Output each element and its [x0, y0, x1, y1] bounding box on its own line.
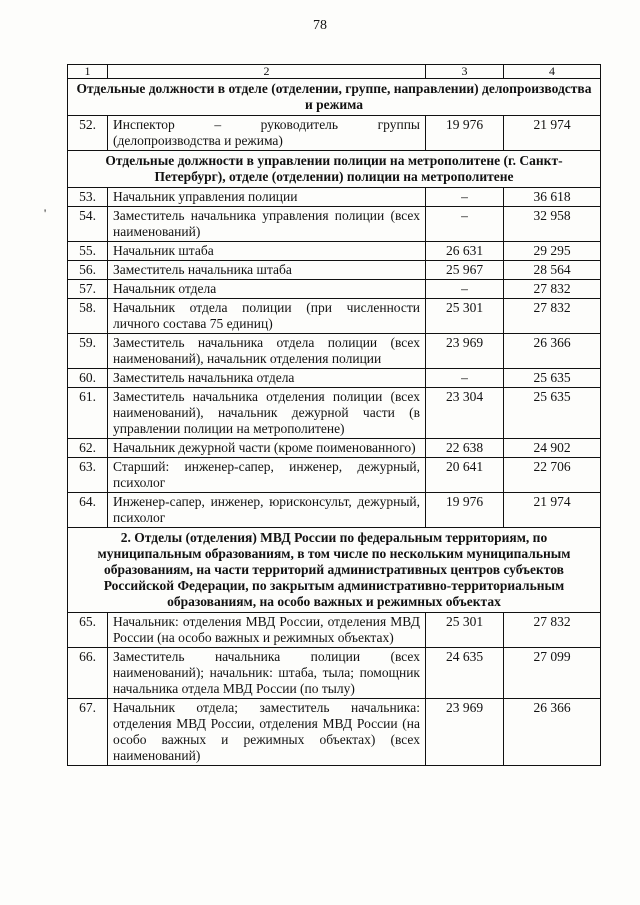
salary-table — [67, 64, 601, 766]
position-name: Старший: инженер-сапер, инженер, дежурный, психолог — [108, 458, 426, 493]
section-title: 2. Отделы (отделения) МВД России по федеральным территориям, по муниципальным образованиям, в том числе по нескольким муниципальным образованиям, на части территорий административных центров субъектов Российской Федерации, по закрытым административно-территориальным образованиям, на особо важных и режимных объектах — [68, 528, 601, 613]
salary-col3: 19 976 — [426, 116, 504, 151]
position-name: Заместитель начальника отдела — [108, 369, 426, 388]
position-name: Заместитель начальника штаба — [108, 261, 426, 280]
section-header-row — [68, 528, 601, 613]
salary-col3: 23 304 — [426, 388, 504, 439]
salary-col4: 27 099 — [504, 648, 601, 699]
row-number: 61. — [68, 388, 108, 439]
salary-col4: 27 832 — [504, 280, 601, 299]
position-name: Заместитель начальника отделения полиции (всех наименований), начальник дежурной части (в управлении полиции на метрополитене) — [108, 388, 426, 439]
salary-col4: 21 974 — [504, 116, 601, 151]
position-name: Начальник отдела; заместитель начальника: отделения МВД России, отделения МВД России (на особо важных и режимных объектах) (всех наименований) — [108, 699, 426, 766]
table-row — [68, 648, 601, 699]
salary-col3: 22 638 — [426, 439, 504, 458]
position-name: Начальник дежурной части (кроме поименованного) — [108, 439, 426, 458]
row-number: 52. — [68, 116, 108, 151]
position-name: Заместитель начальника полиции (всех наименований); начальник: штаба, тыла; помощник начальника отдела МВД России (по тылу) — [108, 648, 426, 699]
position-name: Инженер-сапер, инженер, юрисконсульт, дежурный, психолог — [108, 493, 426, 528]
salary-col3: – — [426, 369, 504, 388]
row-number: 60. — [68, 369, 108, 388]
row-number: 65. — [68, 613, 108, 648]
section-header-row — [68, 151, 601, 188]
table-row — [68, 439, 601, 458]
salary-col3: 25 301 — [426, 613, 504, 648]
salary-col4: 26 366 — [504, 334, 601, 369]
position-name: Начальник отдела полиции (при численности личного состава 75 единиц) — [108, 299, 426, 334]
row-number: 53. — [68, 188, 108, 207]
position-name: Инспектор – руководитель группы (делопроизводства и режима) — [108, 116, 426, 151]
salary-col4: 28 564 — [504, 261, 601, 280]
table-row — [68, 458, 601, 493]
table-row — [68, 207, 601, 242]
salary-col3: 26 631 — [426, 242, 504, 261]
page-number: 78 — [313, 18, 327, 33]
row-number: 66. — [68, 648, 108, 699]
row-number: 58. — [68, 299, 108, 334]
table-row — [68, 280, 601, 299]
salary-col4: 25 635 — [504, 369, 601, 388]
salary-col3: – — [426, 188, 504, 207]
stray-mark: ' — [44, 206, 47, 220]
salary-col4: 26 366 — [504, 699, 601, 766]
position-name: Начальник управления полиции — [108, 188, 426, 207]
salary-col4: 22 706 — [504, 458, 601, 493]
position-name: Заместитель начальника управления полиции (всех наименований) — [108, 207, 426, 242]
row-number: 59. — [68, 334, 108, 369]
salary-col3: 24 635 — [426, 648, 504, 699]
row-number: 62. — [68, 439, 108, 458]
position-name: Начальник отдела — [108, 280, 426, 299]
salary-col4: 36 618 — [504, 188, 601, 207]
row-number: 57. — [68, 280, 108, 299]
salary-col4: 27 832 — [504, 613, 601, 648]
salary-col4: 24 902 — [504, 439, 601, 458]
position-name: Начальник штаба — [108, 242, 426, 261]
table-row — [68, 116, 601, 151]
row-number: 67. — [68, 699, 108, 766]
position-name: Заместитель начальника отдела полиции (всех наименований), начальник отделения полиции — [108, 334, 426, 369]
column-header: 3 — [426, 65, 504, 79]
table-row — [68, 188, 601, 207]
section-header-row — [68, 79, 601, 116]
column-header: 1 — [68, 65, 108, 79]
table-row — [68, 299, 601, 334]
column-header: 2 — [108, 65, 426, 79]
row-number: 63. — [68, 458, 108, 493]
table-row — [68, 242, 601, 261]
row-number: 55. — [68, 242, 108, 261]
salary-col3: 25 301 — [426, 299, 504, 334]
row-number: 56. — [68, 261, 108, 280]
salary-col4: 21 974 — [504, 493, 601, 528]
table-row — [68, 493, 601, 528]
column-header: 4 — [504, 65, 601, 79]
salary-col4: 27 832 — [504, 299, 601, 334]
section-title: Отдельные должности в управлении полиции на метрополитене (г. Санкт-Петербург), отделе (отделении) полиции на метрополитене — [68, 151, 601, 188]
section-title: Отдельные должности в отделе (отделении, группе, направлении) делопроизводства и режима — [68, 79, 601, 116]
salary-col3: – — [426, 207, 504, 242]
position-name: Начальник: отделения МВД России, отделения МВД России (на особо важных и режимных объектах) — [108, 613, 426, 648]
salary-col3: 23 969 — [426, 334, 504, 369]
table-row — [68, 388, 601, 439]
table-row — [68, 613, 601, 648]
table-row — [68, 334, 601, 369]
salary-col4: 32 958 — [504, 207, 601, 242]
row-number: 54. — [68, 207, 108, 242]
salary-col3: 19 976 — [426, 493, 504, 528]
salary-col3: 20 641 — [426, 458, 504, 493]
table-row — [68, 699, 601, 766]
table-row — [68, 369, 601, 388]
table-row — [68, 261, 601, 280]
salary-col4: 25 635 — [504, 388, 601, 439]
salary-col3: 25 967 — [426, 261, 504, 280]
salary-col3: 23 969 — [426, 699, 504, 766]
salary-col4: 29 295 — [504, 242, 601, 261]
row-number: 64. — [68, 493, 108, 528]
salary-col3: – — [426, 280, 504, 299]
column-header-row — [68, 65, 601, 79]
